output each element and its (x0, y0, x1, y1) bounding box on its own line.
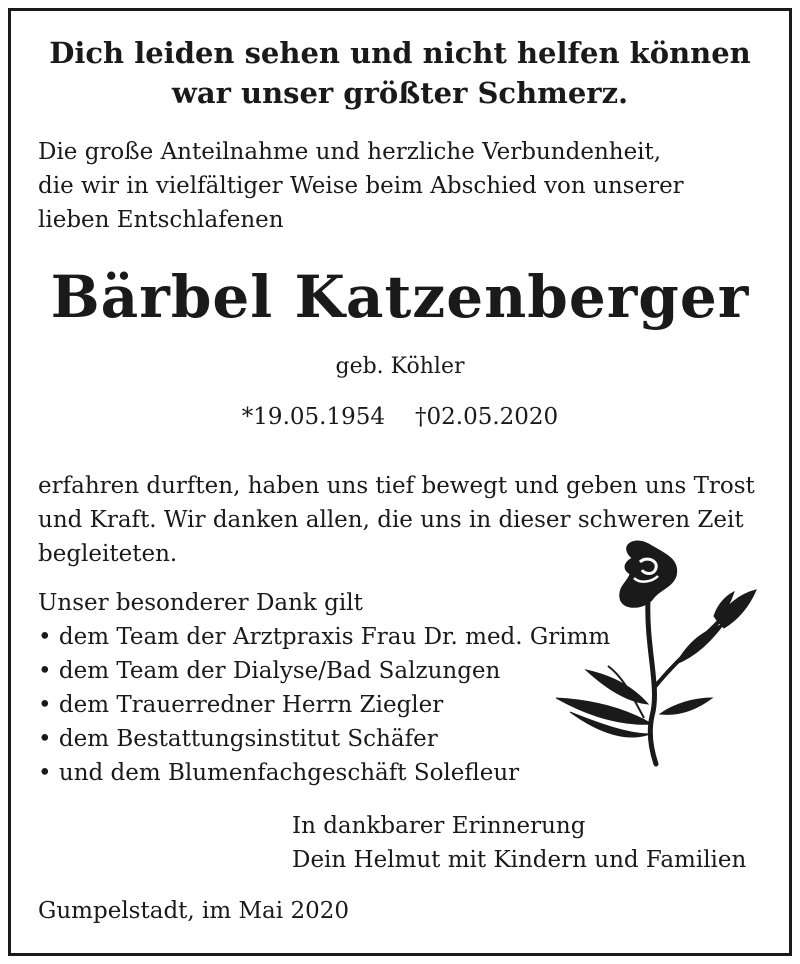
intro-line-3: lieben Entschlafenen (38, 207, 284, 233)
thanks-intro: Unser besonderer Dank gilt (38, 590, 363, 616)
signature-line-1: In dankbarer Erinnerung (292, 813, 586, 839)
heading-line-2: war unser größter Schmerz. (171, 76, 629, 110)
place-date: Gumpelstadt, im Mai 2020 (38, 898, 349, 924)
thanks-item: • dem Bestattungsinstitut Schäfer (38, 726, 438, 752)
intro-line-2: die wir in vielfältiger Weise beim Abschied von unserer (38, 173, 684, 199)
message-line-1: erfahren durften, haben uns tief bewegt und geben uns Trost (38, 473, 755, 499)
deceased-name: Bärbel Katzenberger (50, 263, 750, 331)
message-line-2: und Kraft. Wir danken allen, die uns in dieser schweren Zeit (38, 507, 744, 533)
thanks-item: • und dem Blumenfachgeschäft Solefleur (38, 760, 520, 786)
intro-line-1: Die große Anteilnahme und herzliche Verbundenheit, (38, 139, 662, 165)
death-date: †02.05.2020 (415, 404, 559, 430)
thanks-item: • dem Trauerredner Herrn Ziegler (38, 692, 444, 718)
thanks-item: • dem Team der Dialyse/Bad Salzungen (38, 658, 501, 684)
heading-line-1: Dich leiden sehen und nicht helfen können (49, 36, 751, 70)
life-dates (0, 402, 800, 432)
message-line-3: begleiteten. (38, 541, 178, 567)
thanks-item: • dem Team der Arztpraxis Frau Dr. med. Grimm (38, 624, 611, 650)
maiden-name: geb. Köhler (335, 354, 465, 379)
birth-date: *19.05.1954 (241, 404, 385, 430)
rose-icon (548, 538, 768, 778)
signature-line-2: Dein Helmut mit Kindern und Familien (292, 847, 747, 873)
